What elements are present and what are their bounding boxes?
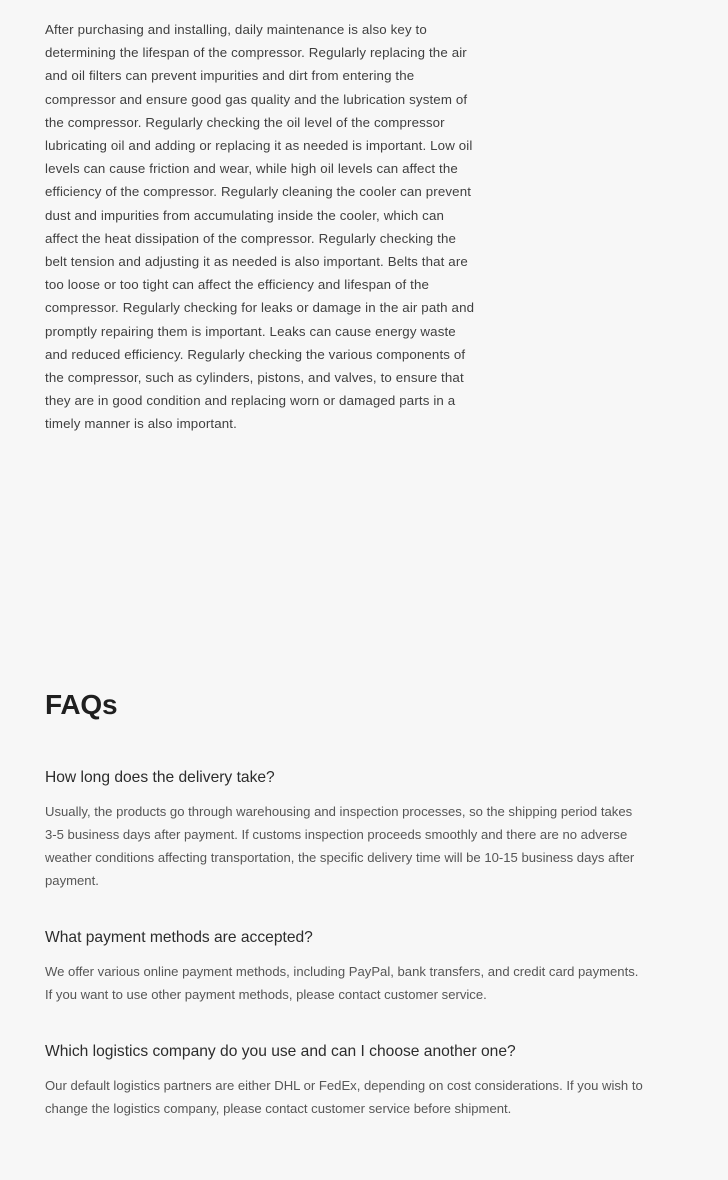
faq-question: What payment methods are accepted? xyxy=(45,929,313,946)
faq-answer: Our default logistics partners are either DHL or FedEx, depending on cost considerations. If you wish to change the logistics company, please contact customer service before shipment. xyxy=(45,1078,643,1116)
maintenance-paragraph: After purchasing and installing, daily maintenance is also key to determining the lifespan of the compressor. Regularly replacing the air and oil filters can prevent impurities and dirt from entering the compressor and ensure good gas quality and the lubrication system of the compressor. Regularly checking the oil level of the compressor lubricating oil and adding or replacing it as needed is important. Low oil levels can cause friction and wear, while high oil levels can affect the efficiency of the compressor. Regularly cleaning the cooler can prevent dust and impurities from accumulating inside the cooler, which can affect the heat dissipation of the compressor. Regularly checking the belt tension and adjusting it as needed is also important. Belts that are too loose or too tight can affect the efficiency and lifespan of the compressor. Regularly checking for leaks or damage in the air path and promptly repairing them is important. Leaks can cause energy waste and reduced efficiency. Regularly checking the various components of the compressor, such as cylinders, pistons, and valves, to ensure that they are in good condition and replacing worn or damaged parts in a timely manner is also important. xyxy=(45,22,475,432)
faq-question: How long does the delivery take? xyxy=(45,769,275,786)
faq-answer: Usually, the products go through warehousing and inspection processes, so the shipping period takes 3-5 business days after payment. If customs inspection proceeds smoothly and there are no adverse weather conditions affecting transportation, the specific delivery time will be 10-15 business days after payment. xyxy=(45,804,635,888)
faq-question: Which logistics company do you use and can I choose another one? xyxy=(45,1043,516,1060)
faq-item xyxy=(45,1040,645,1120)
maintenance-intro-section xyxy=(45,18,477,436)
faq-list xyxy=(45,766,645,1120)
faq-item xyxy=(45,926,645,1006)
faq-answer: We offer various online payment methods, including PayPal, bank transfers, and credit card payments. If you want to use other payment methods, please contact customer service. xyxy=(45,964,639,1002)
faq-item xyxy=(45,766,645,892)
faq-heading: FAQs xyxy=(45,689,118,720)
faq-section xyxy=(45,688,645,1120)
